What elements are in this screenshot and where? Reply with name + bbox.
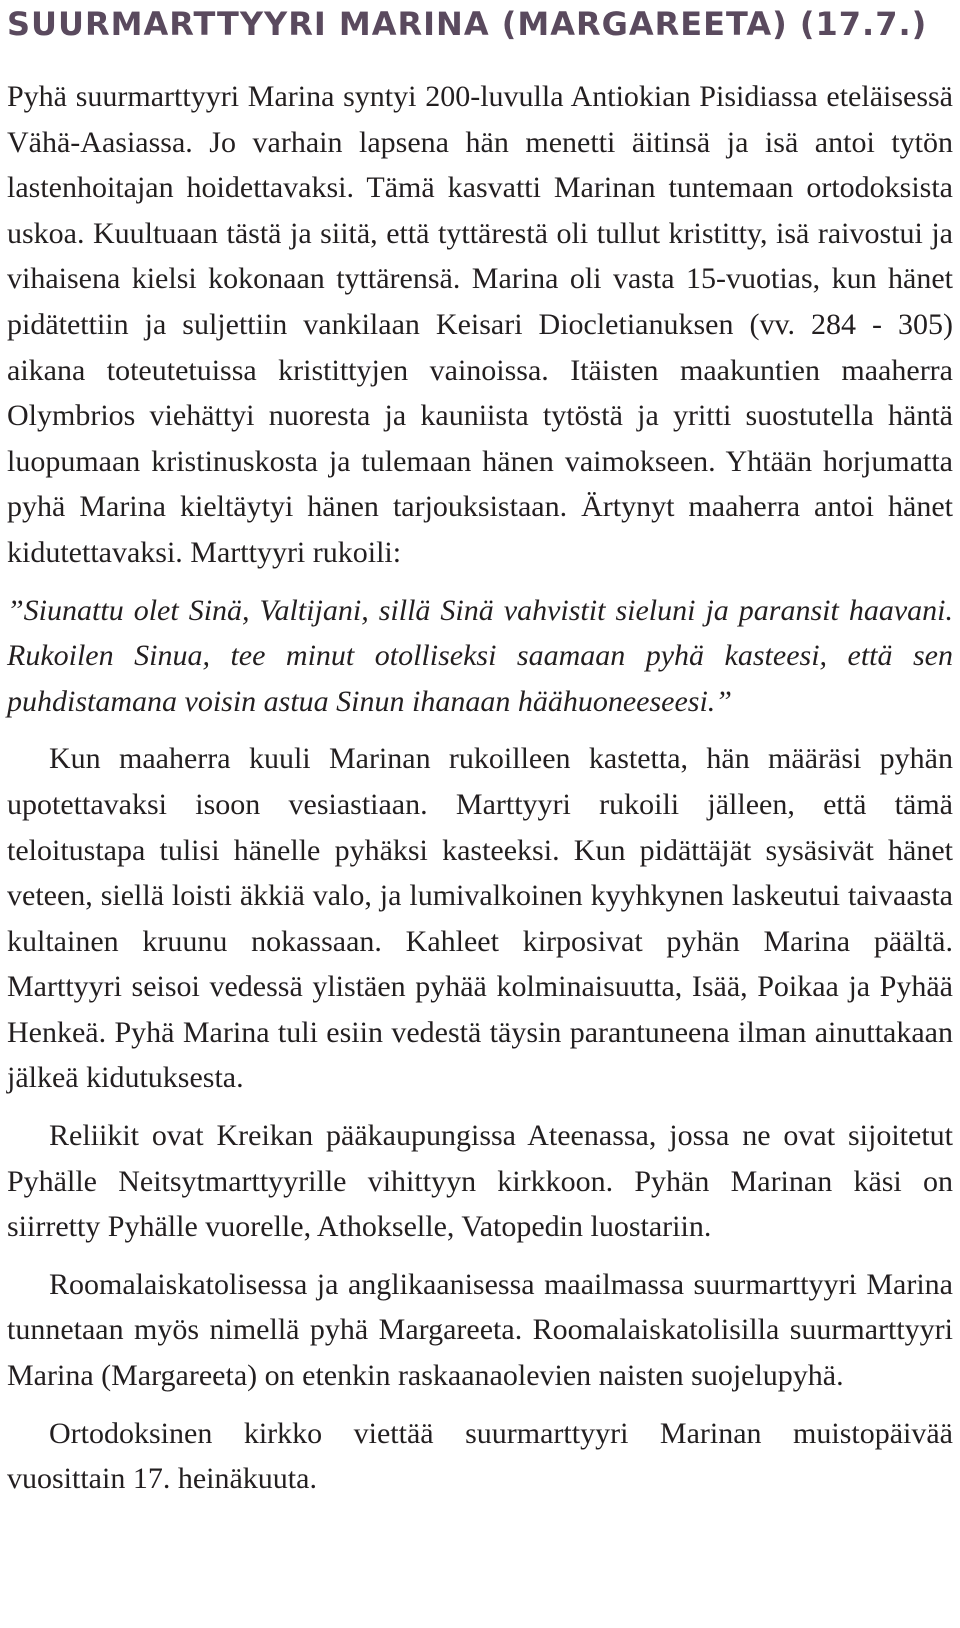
paragraph-life: Pyhä suurmarttyyri Marina syntyi 200-luvulla Antiokian Pisidiassa eteläisessä Vähä-Aasiassa. Jo varhain lapsena hän menetti äitinsä ja isä antoi tytön lastenhoitajan hoidettavaksi. Tämä kasvatti Marinan tuntemaan ortodoksista uskoa. Kuultuaan tästä ja siitä, että tyttärestä oli tullut kristitty, isä raivostui ja vihaisena kielsi kokonaan tyttärensä. Marina oli vasta 15-vuotias, kun hänet pidätettiin ja suljettiin vankilaan Keisari Diocletianuksen (vv. 284 - 305) aikana toteutetuissa kristittyjen vainoissa. Itäisten maakuntien maaherra Olymbrios viehättyi nuoresta ja kauniista tytöstä ja yritti suostutella häntä luopumaan kristinuskosta ja tulemaan hänen vaimokseen. Yhtään horjumatta pyhä Marina kieltäytyi hänen tarjouksistaan. Ärtynyt maaherra antoi hänet kidutettavaksi. Marttyyri rukoili: (7, 80, 953, 569)
document-title: SUURMARTTYYRI MARINA (MARGAREETA) (17.7.) (7, 5, 928, 43)
paragraph-margareeta: Roomalaiskatolisessa ja anglikaanisessa maailmassa suurmarttyyri Marina tunnetaan myös nimellä pyhä Margareeta. Roomalaiskatolisilla suurmarttyyri Marina (Margareeta) on etenkin raskaanaolevien naisten suojelupyhä. (7, 1267, 953, 1393)
paragraph-relics: Reliikit ovat Kreikan pääkaupungissa Ateenassa, jossa ne ovat sijoitetut Pyhälle Neitsytmarttyyrille vihittyyn kirkkoon. Pyhän Marinan käsi on siirretty Pyhälle vuorelle, Athokselle, Vatopedin luostariin. (7, 1119, 953, 1244)
paragraph-baptism: Kun maaherra kuuli Marinan rukoilleen kastetta, hän määräsi pyhän upotettavaksi isoon vesiastiaan. Marttyyri rukoili jälleen, että tämä teloitustapa tulisi hänelle pyhäksi kasteeksi. Kun pidättäjät sysäsivät hänet veteen, siellä loisti äkkiä valo, ja lumivalkoinen kyyhkynen laskeutui taivaasta kultainen kruunu nokassaan. Kahleet kirposivat pyhän Marina päältä. Marttyyri seisoi vedessä ylistäen pyhää kolminaisuutta, Isää, Poikaa ja Pyhää Henkeä. Pyhä Marina tuli esiin vedestä täysin parantuneena ilman ainuttakaan jälkeä kidutuksesta. (7, 742, 953, 1095)
paragraph-feast-day: Ortodoksinen kirkko viettää suurmarttyyri Marinan muistopäivää vuosittain 17. heinäkuuta. (7, 1416, 953, 1496)
document-page (7, 0, 953, 1502)
prayer-quote: ”Siunattu olet Sinä, Valtijani, sillä Sinä vahvistit sieluni ja paransit haavani. Rukoilen Sinua, tee minut otolliseksi saamaan pyhä kasteesi, että sen puhdistamana voisin astua Sinun ihanaan häähuoneeseesi.” (7, 593, 953, 718)
